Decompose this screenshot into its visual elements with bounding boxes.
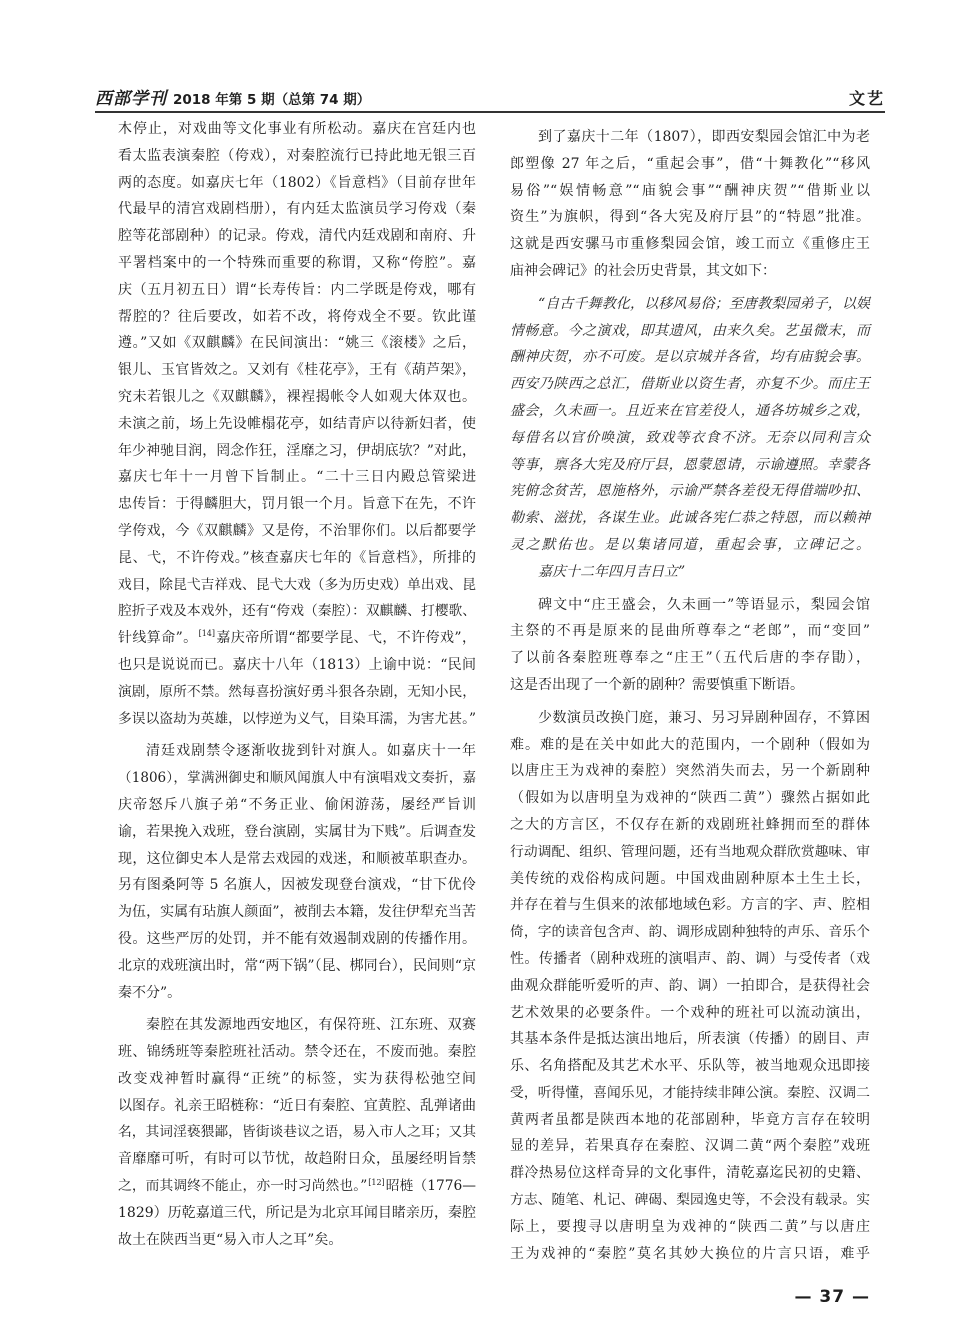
text-line: 另有图桑阿等 5 名旗人，因被发现登台演戏，“甘下优伶 xyxy=(118,877,476,894)
text-line: 庆帝怒斥八旗子弟“不务正业、偷闲游荡，屡经严旨训 xyxy=(118,796,476,813)
text-line: 主祭的不再是原来的昆曲所尊奉之“老郎”，而“变回” xyxy=(510,623,870,640)
text-line: 之大的方言区，不仅存在新的戏剧班社蜂拥而至的群体 xyxy=(510,816,870,833)
paragraph xyxy=(510,705,870,1268)
text-line: 少数演员改换门庭，兼习、另习异剧种固存，不算困 xyxy=(538,709,870,726)
text-line: 每借名以官价唤演，致戏等衣食不济。无奈以同利言众 xyxy=(510,429,870,446)
text-line: 美传统的戏俗构成问题。中国戏曲剧种原本土生土长， xyxy=(510,870,870,887)
text-line: 宪俯念贫苦，恩施格外，示谕严禁各差役无得借端吵扣、 xyxy=(510,483,870,500)
quote-signature: 嘉庆十二年四月吉日立” xyxy=(538,563,686,580)
section-label: 文艺 xyxy=(848,89,885,108)
text-line: 盛会，久未画一。且近来在官差役人，通各坊城乡之戏， xyxy=(510,402,870,419)
text-line: 学侉戏，今《双麒麟》又是侉，不治罪你们。以后都要学 xyxy=(118,522,476,539)
text-line: 役。这些严厉的处罚，并不能有效遏制戏剧的传播作用。 xyxy=(118,930,476,947)
text-line: 戏目，除昆弋吉祥戏、昆弋大戏（多为历史戏）单出戏、昆 xyxy=(118,576,476,593)
text-line: 情畅意。今之演戏，即其遗风，由来久矣。艺虽微末，而 xyxy=(510,322,870,339)
text-line: 也只是说说而已。嘉庆十八年（1813）上谕中说：“民间 xyxy=(118,656,476,673)
text-line: 现，这位御史本人是常去戏园的戏迷，和顺被革职查办。 xyxy=(118,850,476,867)
header-divider xyxy=(95,111,885,113)
text-line: 其基本条件是抵达演出地后，所表演（传播）的剧目、声 xyxy=(510,1031,870,1048)
text-line: 勒索、滋扰，各谋生业。此诚各宪仁恭之特恩，而以赖神 xyxy=(510,510,870,527)
text-line: 黄两者虽都是陕西本地的花部剧种，毕竟方言存在较明 xyxy=(510,1111,870,1128)
paragraph xyxy=(118,738,476,1006)
footnote-ref: [12] xyxy=(368,1177,385,1187)
text-line: 忠传旨：于得麟胆大，罚月银一个月。旨意下在先，不许 xyxy=(118,496,476,513)
text-line: 北京的戏班演出时，常“两下锅”（昆、梆同台），民间则“京 xyxy=(118,957,476,974)
text-line: 碑文中“庄王盛会，久未画一”等语显示，梨园会馆 xyxy=(538,596,870,613)
text-line: 以图存。礼亲王昭梿称：“近日有秦腔、宜黄腔、乱弹诸曲 xyxy=(118,1097,476,1114)
text-line: 秦不分”。 xyxy=(118,984,182,1001)
text-line: 帮腔的？往后要改，如若不改，将侉戏全不要。钦此谨 xyxy=(118,308,476,325)
text-line: 行动调配、组织、管理问题，还有当地观众群欣赏趣味、审 xyxy=(510,843,870,860)
text-line: 并存在着与生俱来的浓郁地域色彩。方言的字、声、腔相 xyxy=(510,897,870,914)
paragraph xyxy=(118,116,476,732)
text-line: 这就是西安骡马市重修梨园会馆，竣工而立《重修庄王 xyxy=(510,236,870,253)
text-line: 嘉庆七年十一月曾下旨制止。“二十三日内殿总管梁进 xyxy=(118,469,476,486)
left-column xyxy=(118,116,476,1253)
text-line: 腔折子戏及本戏外，还有“侉戏（秦腔）：双麒麟、打樱歌、 xyxy=(118,603,476,620)
footnote-ref: [14] xyxy=(198,629,215,639)
text-segment: 嘉庆帝所谓“都要学昆、弋，不许侉戏”， xyxy=(216,630,476,647)
text-line: 看太监表演秦腔（侉戏），对秦腔流行已持此地无银三百 xyxy=(118,147,476,164)
text-line: 易俗”“娱情畅意”“庙貌会事”“酬神庆贺”“借斯业以 xyxy=(510,182,870,199)
journal-logo: 西部学刊 xyxy=(95,88,167,109)
quote-block xyxy=(510,291,870,586)
text-line: 庙神会碑记》的社会历史背景，其文如下： xyxy=(510,262,776,279)
text-line: 倚，字的读音包含声、韵、调形成剧种独特的声乐、音乐个 xyxy=(510,924,870,941)
text-line: 艺术效果的必要条件。一个戏种的班社可以流动演出， xyxy=(510,1004,870,1021)
running-header xyxy=(95,88,885,110)
text-segment: 昭梿（1776— xyxy=(385,1178,476,1195)
journal-info xyxy=(95,88,370,111)
text-line: 西安乃陕西之总汇，借斯业以资生者，亦复不少。而庄王 xyxy=(510,376,870,393)
text-line: 方志、随笔、札记、碑碣、梨园逸史等，不会没有载录。实 xyxy=(510,1192,870,1209)
text-line: 了以前各秦腔班尊奉之“庄王”（五代后唐的李存勖）， xyxy=(510,650,870,667)
text-line: 难。难的是在关中如此大的范围内，一个剧种（假如为 xyxy=(510,736,870,753)
text-line: （假如为以唐明皇为戏神的“陕西二黄”）骤然占据如此 xyxy=(510,790,870,807)
text-line: 班、锦绣班等秦腔班社活动。禁令还在，不废而弛。秦腔 xyxy=(118,1044,476,1061)
text-line xyxy=(118,1173,476,1200)
issue-info: 2018 年第 5 期（总第 74 期） xyxy=(173,91,371,108)
text-line: 受，听得懂，喜闻乐见，才能持续非陣公演。秦腔、汉调二 xyxy=(510,1084,870,1101)
paragraph xyxy=(510,592,870,699)
text-line: 群冷热易位这样奇异的文化事件，清乾嘉迄民初的史籍、 xyxy=(510,1165,870,1182)
text-line: 郎塑像 27 年之后，“重起会事”，借“十舞教化”“移风 xyxy=(510,155,870,172)
text-line: 谕，若果挽入戏班，登台演剧，实属甘为下贱”。后调查发 xyxy=(118,823,476,840)
text-line: 1829）历乾嘉道三代，所记是为北京耳闻目睹亲历，秦腔 xyxy=(118,1204,476,1221)
text-line: 显的差异，若果真存在秦腔、汉调二黄“两个秦腔”戏班 xyxy=(510,1138,870,1155)
text-line: “自古千舞教化，以移风易俗；至唐教梨园弟子，以娱 xyxy=(538,295,870,312)
paragraph xyxy=(510,124,870,285)
text-line xyxy=(118,625,476,652)
text-line: 遵。”又如《双麒麟》在民间演出：“姚三《滚楼》之后， xyxy=(118,335,476,352)
text-line: 银儿、玉官皆效之。又刘有《桂花亭》，王有《葫芦架》， xyxy=(118,362,476,379)
text-line: 等事，禀各大宪及府厅县，恩蒙恩请，示谕遵照。幸蒙各 xyxy=(510,456,870,473)
text-line: 际上，要搜寻以唐明皇为戏神的“陕西二黄”与以唐庄 xyxy=(510,1218,870,1235)
text-line: 性。传播者（剧种戏班的演唱声、韵、调）与受传者（戏 xyxy=(510,950,870,967)
text-line: 清廷戏剧禁令逐渐收拢到针对旗人。如嘉庆十一年 xyxy=(146,743,476,760)
text-line: 改变戏神暂时赢得“正统”的标签，实为获得松弛空间 xyxy=(118,1070,476,1087)
paragraph xyxy=(118,1012,476,1253)
text-line: （1806），掌满洲御史和顺风闻旗人中有演唱戏文奏折，嘉 xyxy=(118,770,476,787)
text-line: 庆（五月初五日）谓“长寿传旨：内二学既是侉戏，哪有 xyxy=(118,281,476,298)
text-line: 名，其词淫亵猥鄙，皆街谈巷议之语，易入市人之耳；又其 xyxy=(118,1124,476,1141)
text-line: 以唐庄王为戏神的秦腔）突然消失而去，另一个新剧种 xyxy=(510,763,870,780)
text-line: 木停止，对戏曲等文化事业有所松动。嘉庆在宫廷内也 xyxy=(118,121,476,137)
text-line: 这是否出现了一个新的剧种？需要慎重下断语。 xyxy=(510,676,804,693)
text-line: 曲观众群能听爱听的声、韵、调）一拍即合，是获得社会 xyxy=(510,977,870,994)
text-line: 秦腔在其发源地西安地区，有保符班、江东班、双赛 xyxy=(146,1017,476,1034)
text-line: 音靡靡可听，有时可以节忧，故趋附日众，虽屡经明旨禁 xyxy=(118,1151,476,1168)
text-line: 年少神驰目润，罔念作狂，淫靡之习，伊胡底欤？”对此， xyxy=(118,442,476,459)
text-line: 平署档案中的一个特殊而重要的称谓，又称“侉腔”。嘉 xyxy=(118,254,476,271)
text-line: 到了嘉庆十二年（1807），即西安梨园会馆汇中为老 xyxy=(538,129,870,145)
text-line: 代最早的清宫戏剧档册），有内廷太监演员学习侉戏（秦 xyxy=(118,201,476,218)
text-line: 未演之前，场上先设帷榻花亭，如结青庐以待新妇者，使 xyxy=(118,415,476,432)
text-line: 究未若银儿之《双麒麟》，裸裎揭帐令人如观大体双也。 xyxy=(118,388,476,405)
text-line: 两的态度。如嘉庆七年（1802）《旨意档》（目前存世年 xyxy=(118,174,476,191)
right-column xyxy=(510,124,870,1267)
text-line: 乐、名角搭配及其艺术水平、乐队等，被当地观众迅即接 xyxy=(510,1058,870,1075)
text-line: 酬神庆贺，亦不可废。是以京城并各省，均有庙貌会事。 xyxy=(510,349,870,366)
text-line: 王为戏神的“秦腔”莫名其妙大换位的片言只语，难乎 xyxy=(510,1245,870,1262)
text-line: 腔等花部剧种）的记录。侉戏，清代内廷戏剧和南府、升 xyxy=(118,228,476,245)
text-line: 演剧，原所不禁。然每喜扮演好勇斗狠各杂剧，无知小民， xyxy=(118,683,476,700)
text-segment: 针线算命”。 xyxy=(118,630,198,647)
page-number: — 37 — xyxy=(794,1287,870,1307)
text-line: 灵之默佑也。是以集诸同道，重起会事，立碑记之。 xyxy=(510,536,870,553)
text-line: 多误以盗劫为英雄，以悖逆为义气，目染耳濡，为害尤甚。” xyxy=(118,710,476,727)
text-segment: 之，而其调终不能止，亦一时习尚然也。” xyxy=(118,1178,368,1195)
text-line: 昆、弋，不许侉戏。”核查嘉庆七年的《旨意档》，所排的 xyxy=(118,549,476,566)
text-line: 为伍，实属有玷旗人颜面”，被削去本籍，发往伊犁充当苦 xyxy=(118,904,476,921)
text-line: 故土在陕西当更“易入市人之耳”矣。 xyxy=(118,1231,343,1248)
text-line: 资生”为旗帜，得到“各大宪及府厅县”的“特恩”批准。 xyxy=(510,209,870,226)
